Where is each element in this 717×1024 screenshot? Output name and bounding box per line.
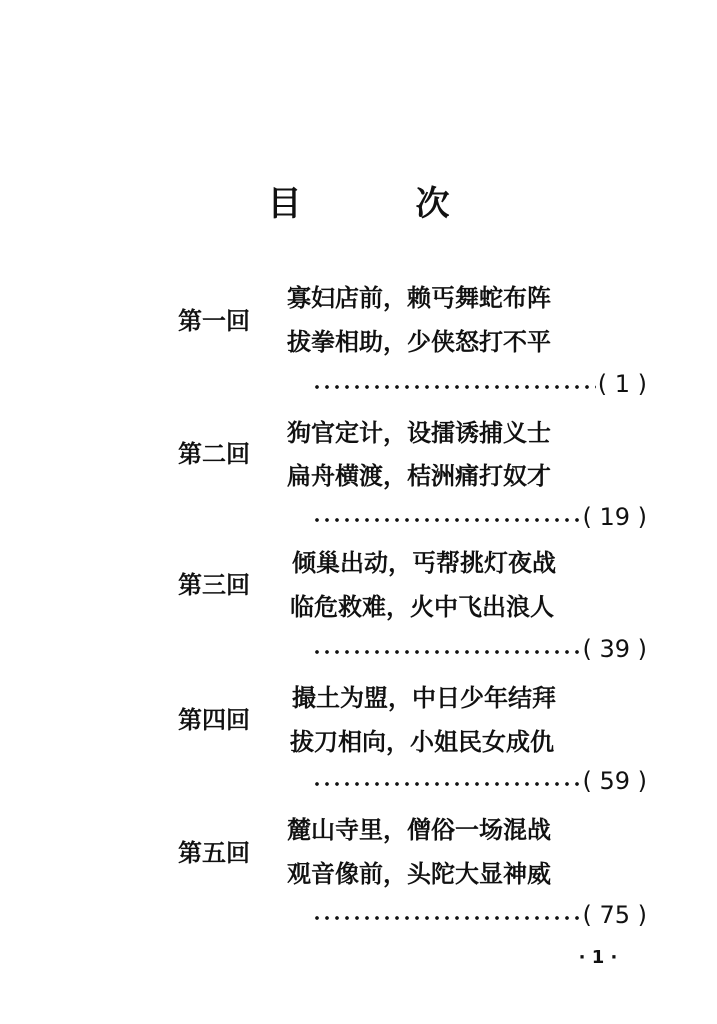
page-folio: · 1 · [578,947,618,968]
dot-leader [312,518,580,522]
chapter-title-line-2: 拔拳相助，少侠怒打不平 [287,327,551,356]
chapter-label: 第一回 [178,306,250,335]
chapter-title-line-1: 寡妇店前，赖丐舞蛇布阵 [287,283,551,312]
dot-leader [312,650,580,654]
chapter-title-line-2: 拔刀相向，小姐民女成仇 [290,727,554,756]
leader-row [312,766,647,796]
chapter-title-line-1: 狗官定计，设擂诱捕义士 [287,418,551,447]
chapter-title-line-2: 扁舟横渡，桔洲痛打奴才 [287,461,551,490]
page-number: ( 19 ) [582,503,647,531]
page-title: 目 次 [267,184,490,224]
chapter-title-line-1: 撮土为盟，中日少年结拜 [292,683,556,712]
dot-leader [312,916,580,920]
leader-row [312,634,647,664]
leader-row [312,900,647,930]
chapter-label: 第五回 [178,838,250,867]
chapter-label: 第四回 [178,705,250,734]
chapter-label: 第二回 [178,439,250,468]
chapter-title-line-1: 麓山寺里，僧俗一场混战 [287,815,551,844]
page-number: ( 75 ) [582,901,647,929]
dot-leader [312,782,580,786]
page-number: ( 1 ) [597,370,647,398]
page-number: ( 39 ) [582,635,647,663]
chapter-title-line-2: 临危救难，火中飞出浪人 [290,592,554,621]
leader-row [312,369,647,399]
page-number: ( 59 ) [582,767,647,795]
chapter-title-line-2: 观音像前，头陀大显神威 [287,859,551,888]
chapter-label: 第三回 [178,570,250,599]
dot-leader [312,385,596,389]
leader-row [312,502,647,532]
chapter-title-line-1: 倾巢出动，丐帮挑灯夜战 [292,548,556,577]
